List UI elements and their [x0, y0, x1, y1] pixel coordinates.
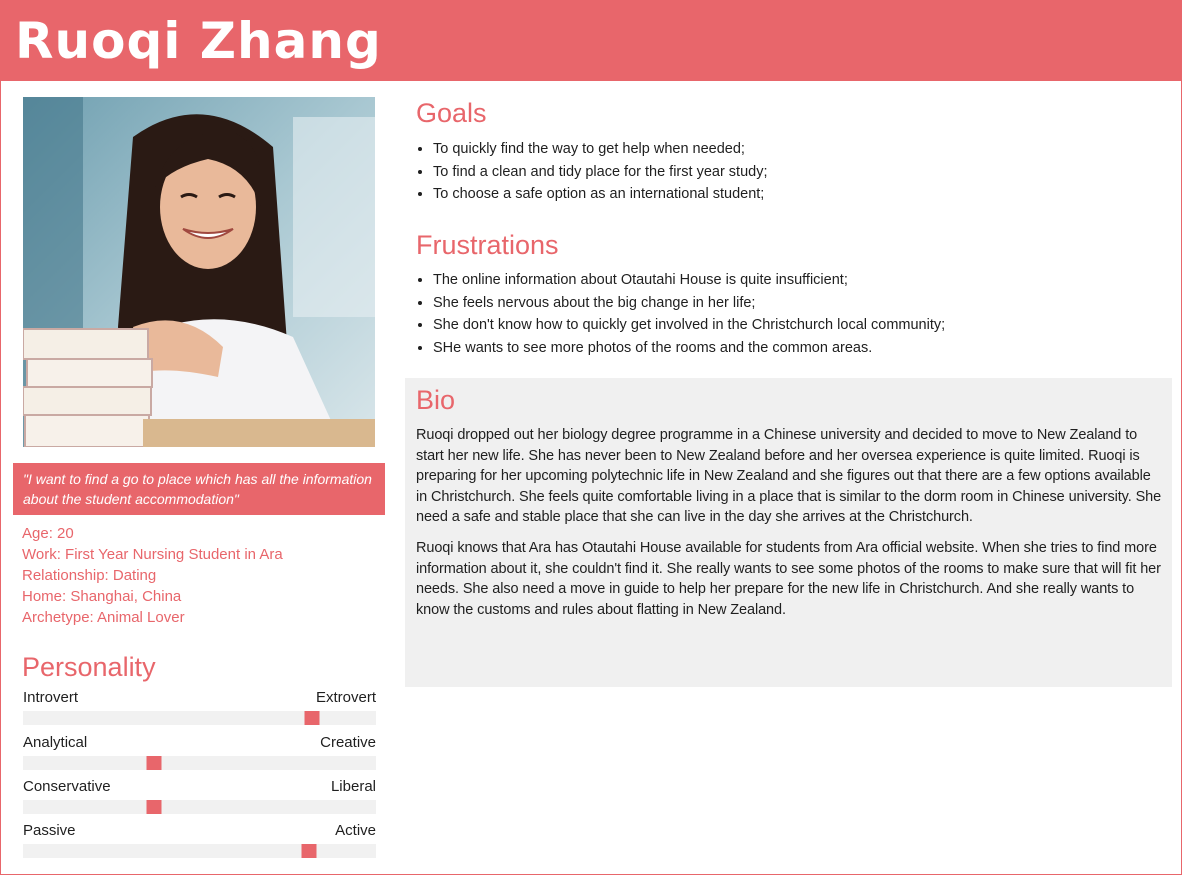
- trait-left-label: Passive: [23, 822, 76, 839]
- goal-item: • To find a clean and tidy place for the first year study;: [433, 161, 1173, 184]
- trait-left-label: Introvert: [23, 689, 79, 706]
- bio-panel: [405, 378, 1172, 687]
- frustrations-list: [416, 269, 1173, 360]
- persona-photo-illustration: [23, 97, 375, 447]
- goal-item: • To quickly find the way to get help when needed;: [433, 138, 1173, 161]
- trait-slider-conservative-liberal: [23, 778, 376, 818]
- frustrations-title: Frustrations: [416, 230, 559, 260]
- frustration-item: • The online information about Otautahi House is quite insufficient;: [433, 269, 1173, 292]
- frustration-item: • SHe wants to see more photos of the rooms and the common areas.: [433, 337, 1173, 360]
- trait-marker: [146, 756, 161, 770]
- persona-quote: "I want to find a go to place which has all the information about the student accommodation": [13, 463, 385, 515]
- bio-title: Bio: [416, 385, 456, 415]
- trait-slider-introvert-extrovert: [23, 689, 376, 729]
- trait-track: [23, 844, 376, 858]
- trait-track: [23, 800, 376, 814]
- detail-work: Work: First Year Nursing Student in Ara: [22, 546, 283, 563]
- trait-slider-passive-active: [23, 822, 376, 862]
- demographics: [22, 523, 382, 628]
- bio-paragraph: Ruoqi dropped out her biology degree programme in a Chinese university and decided to move to New Zealand to start her new life. She has never been to New Zealand before and her oversea experience is quite limited. Ruoqi is preparing for her upcoming polytechnic life in New Zealand and she figures out that there are a few options available in Christchurch. She feels quite comfortable living in a place that is similar to the dorm room in Chinese university. She need a safe and stable place that she can live in the day she arrives at the Christchurch.: [416, 427, 1162, 526]
- detail-archetype: Archetype: Animal Lover: [22, 609, 185, 626]
- trait-slider-analytical-creative: [23, 734, 376, 774]
- trait-left-label: Analytical: [23, 734, 88, 751]
- goal-item: • To choose a safe option as an international student;: [433, 183, 1173, 206]
- frustration-item: • She feels nervous about the big change in her life;: [433, 292, 1173, 315]
- personality-title: Personality: [22, 652, 156, 682]
- trait-right-label: Active: [335, 822, 376, 839]
- trait-marker: [305, 711, 320, 725]
- bio-paragraph: Ruoqi knows that Ara has Otautahi House available for students from Ara official website. When she tries to find more information about it, she couldn't find it. She really wants to see some photos of the rooms to make sure that will fit her needs. She also need a move in guide to help her prepare for the new life in Christchurch. And she really wants to know the customs and rules about flatting in New Zealand.: [416, 539, 1161, 618]
- detail-age: Age: 20: [22, 525, 74, 542]
- trait-right-label: Extrovert: [315, 689, 376, 706]
- trait-track: [23, 711, 376, 725]
- trait-right-label: Liberal: [330, 778, 376, 795]
- detail-relationship: Relationship: Dating: [22, 567, 157, 584]
- goals-list: [416, 138, 1173, 206]
- persona-name: Ruoqi Zhang: [15, 12, 382, 70]
- goals-title: Goals: [416, 98, 487, 128]
- persona-photo: [23, 97, 375, 447]
- frustration-item: • She don't know how to quickly get involved in the Christchurch local community;: [433, 314, 1173, 337]
- trait-marker: [146, 800, 161, 814]
- detail-home: Home: Shanghai, China: [22, 588, 182, 605]
- trait-marker: [301, 844, 316, 858]
- bio-text: [416, 425, 1162, 630]
- trait-track: [23, 756, 376, 770]
- trait-left-label: Conservative: [23, 778, 111, 795]
- header-bar: [1, 1, 1181, 81]
- trait-right-label: Creative: [320, 734, 376, 751]
